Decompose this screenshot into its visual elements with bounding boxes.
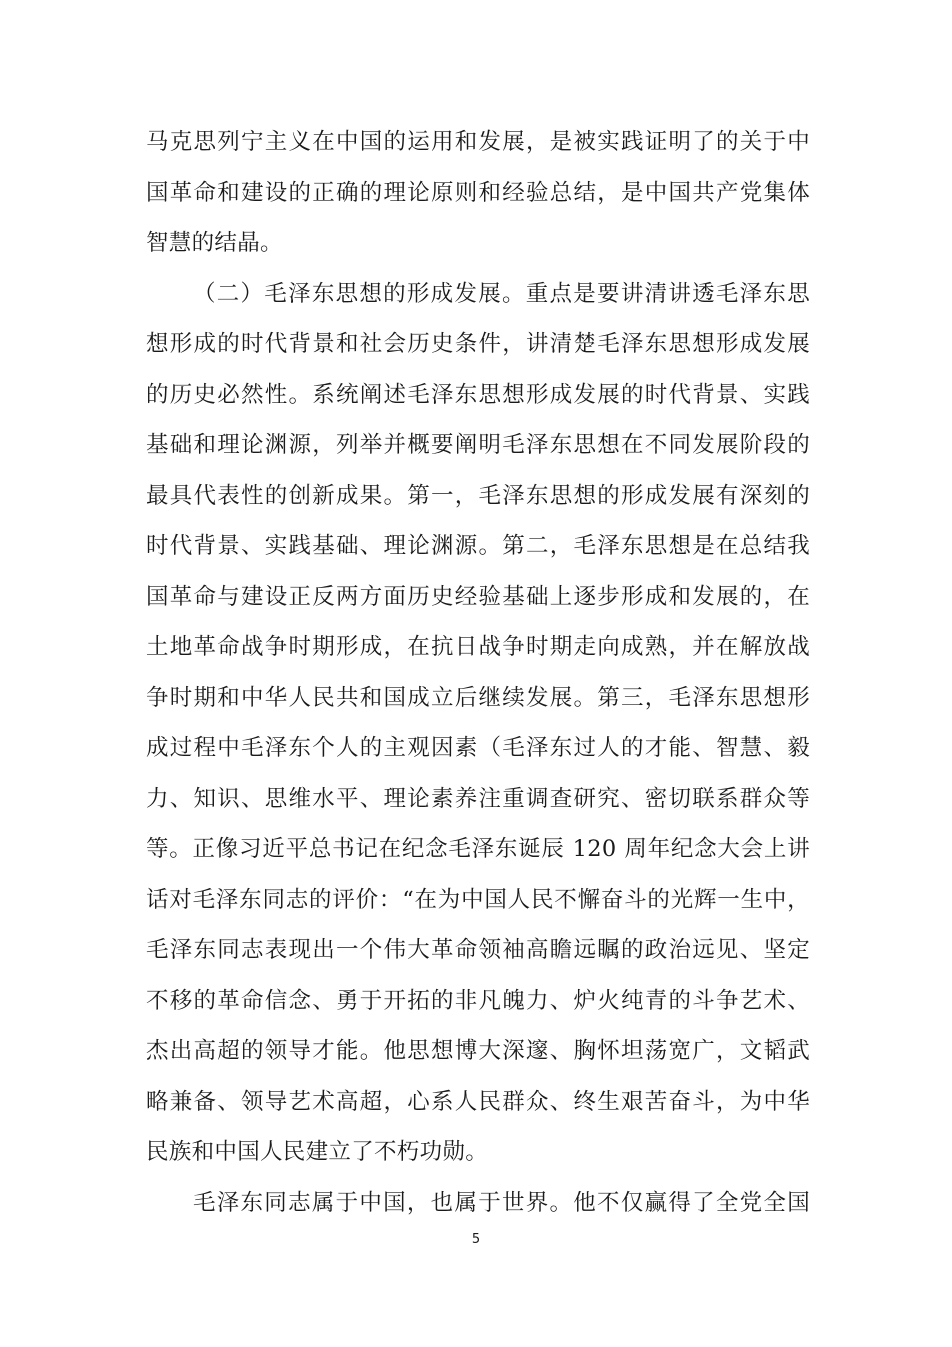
text-line: 国革命和建设的正确的理论原则和经验总结，是中国共产党集体 — [146, 180, 810, 206]
text-line: 土地革命战争时期形成，在抗日战争时期走向成熟，并在解放战 — [146, 634, 810, 660]
text-line: 等。正像习近平总书记在纪念毛泽东诞辰 120 周年纪念大会上讲 — [146, 836, 810, 862]
page-number: 5 — [471, 1232, 481, 1247]
text-line: 争时期和中华人民共和国成立后继续发展。第三，毛泽东思想形 — [146, 685, 810, 711]
text-line: 国革命与建设正反两方面历史经验基础上逐步形成和发展的，在 — [146, 584, 810, 610]
text-line: 智慧的结晶。 — [146, 230, 283, 256]
text-line: 马克思列宁主义在中国的运用和发展，是被实践证明了的关于中 — [146, 129, 810, 155]
text-line: 最具代表性的创新成果。第一，毛泽东思想的形成发展有深刻的 — [146, 483, 810, 509]
text-line: 民族和中国人民建立了不朽功勋。 — [146, 1139, 489, 1165]
paragraph-start-line: 毛泽东同志属于中国，也属于世界。他不仅赢得了全党全国 — [193, 1190, 810, 1216]
text-line: 时代背景、实践基础、理论渊源。第二，毛泽东思想是在总结我 — [146, 533, 810, 559]
text-line: 力、知识、思维水平、理论素养注重调查研究、密切联系群众等 — [146, 786, 810, 812]
text-line: 基础和理论渊源，列举并概要阐明毛泽东思想在不同发展阶段的 — [146, 432, 810, 458]
text-line: 略兼备、领导艺术高超，心系人民群众、终生艰苦奋斗，为中华 — [146, 1089, 810, 1115]
text-line: 成过程中毛泽东个人的主观因素（毛泽东过人的才能、智慧、毅 — [146, 735, 810, 761]
text-line: 想形成的时代背景和社会历史条件，讲清楚毛泽东思想形成发展 — [146, 331, 810, 357]
text-line: 毛泽东同志表现出一个伟大革命领袖高瞻远瞩的政治远见、坚定 — [146, 937, 810, 963]
section-heading-line: （二）毛泽东思想的形成发展。重点是要讲清讲透毛泽东思 — [193, 281, 810, 307]
text-line: 杰出高超的领导才能。他思想博大深邃、胸怀坦荡宽广，文韬武 — [146, 1038, 810, 1064]
text-line: 话对毛泽东同志的评价：“在为中国人民不懈奋斗的光辉一生中， — [146, 887, 810, 913]
text-line: 的历史必然性。系统阐述毛泽东思想形成发展的时代背景、实践 — [146, 382, 810, 408]
text-line: 不移的革命信念、勇于开拓的非凡魄力、炉火纯青的斗争艺术、 — [146, 988, 810, 1014]
